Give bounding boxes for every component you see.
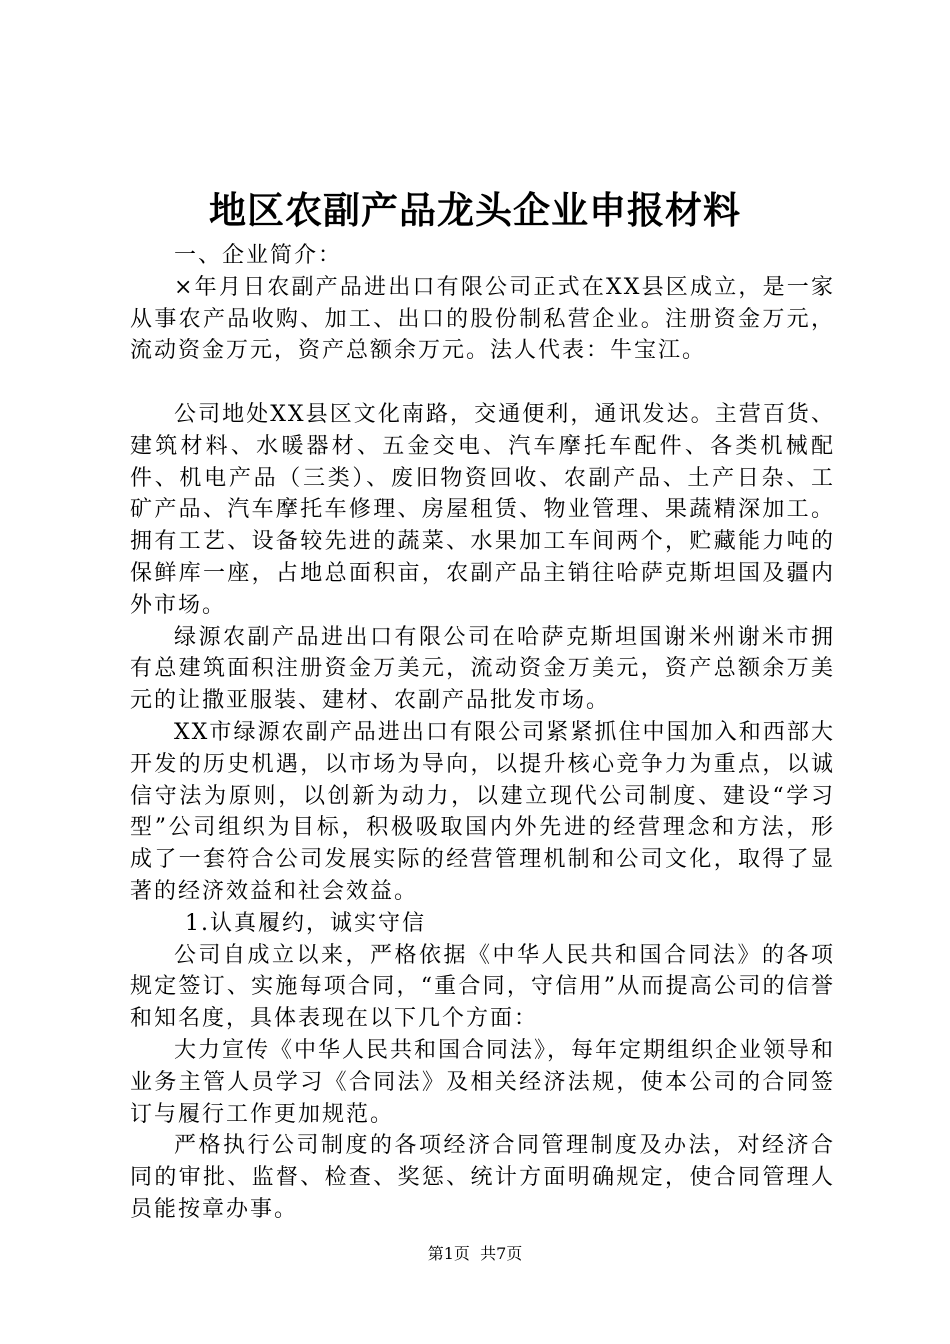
paragraph: 严格执行公司制度的各项经济合同管理制度及办法，对经济合同的审批、监督、检查、奖惩、统计方面明确规定，使合同管理人员能按章办事。: [130, 1133, 835, 1222]
document-body: [130, 240, 835, 1226]
paragraph: 大力宣传《中华人民共和国合同法》，每年定期组织企业领导和业务主管人员学习《合同法》及相关经济法规，使本公司的合同签订与履行工作更加规范。: [130, 1037, 836, 1127]
paragraph: 公司地处XX县区文化南路，交通便利，通讯发达。主营百货、建筑材料、水暖器材、五金交电、汽车摩托车配件、各类机械配件、机电产品（三类）、废旧物资回收、农副产品、土产日杂、工矿产品、汽车摩托车修理、房屋租赁、物业管理、果蔬精深加工。拥有工艺、设备较先进的蔬菜、水果加工车间两个，贮藏能力吨的保鲜库一座，占地总面积亩，农副产品主销往哈萨克斯坦国及疆内外市场。: [130, 401, 835, 618]
paragraph: ×年月日农副产品进出口有限公司正式在XX县区成立，是一家从事农产品收购、加工、出口的股份制私营企业。注册资金万元，流动资金万元，资产总额余万元。法人代表：牛宝江。: [130, 274, 835, 364]
paragraph: 公司自成立以来，严格依据《中华人民共和国合同法》的各项规定签订、实施每项合同，“重合同，守信用”从而提高公司的信誉和知名度，具体表现在以下几个方面：: [130, 942, 835, 1032]
paragraph: 绿源农副产品进出口有限公司在哈萨克斯坦国谢米州谢米市拥有总建筑面积注册资金万美元，流动资金万美元，资产总额余万美元的让撒亚服装、建材、农副产品批发市场。: [130, 624, 835, 714]
page-footer: 第1页 共7页: [427, 1244, 523, 1263]
document-title: 地区农副产品龙头企业申报材料: [209, 188, 741, 232]
subsection-heading: 1.认真履约，诚实守信: [185, 910, 426, 936]
paragraph: XX市绿源农副产品进出口有限公司紧紧抓住中国加入和西部大开发的历史机遇，以市场为导向，以提升核心竞争力为重点，以诚信守法为原则，以创新为动力，以建立现代公司制度、建设“学习型”公司组织为目标，积极吸取国内外先进的经营理念和方法，形成了一套符合公司发展实际的经营管理机制和公司文化，取得了显著的经济效益和社会效益。: [130, 719, 835, 904]
blank-line: [130, 367, 835, 399]
section-heading: 一、企业简介：: [174, 243, 343, 268]
